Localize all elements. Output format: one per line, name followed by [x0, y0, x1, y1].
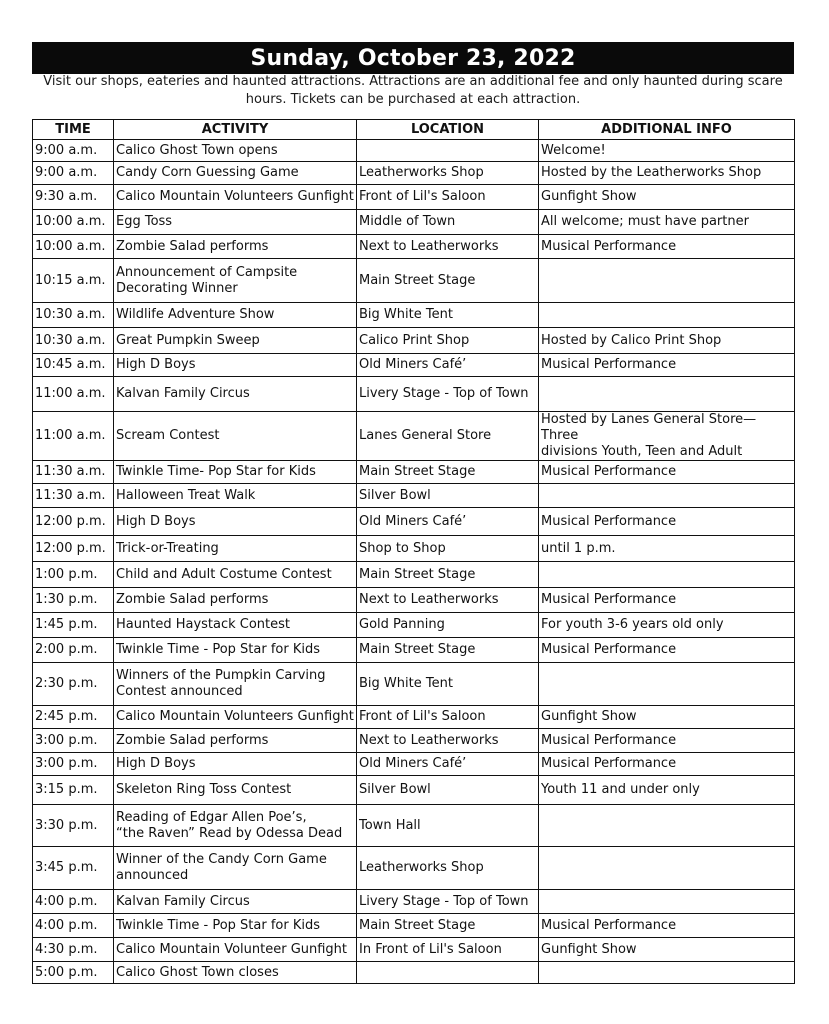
cell-info: Musical Performance: [539, 354, 795, 377]
cell-activity: Wildlife Adventure Show: [114, 303, 357, 328]
column-header-activity: ACTIVITY: [114, 120, 357, 140]
cell-time: 10:45 a.m.: [33, 354, 114, 377]
cell-info: Hosted by the Leatherworks Shop: [539, 162, 795, 185]
cell-activity: Calico Mountain Volunteer Gunfight: [114, 938, 357, 962]
cell-location: Next to Leatherworks: [357, 235, 539, 259]
cell-activity: Trick-or-Treating: [114, 536, 357, 562]
cell-time: 11:30 a.m.: [33, 484, 114, 508]
cell-info: All welcome; must have partner: [539, 210, 795, 235]
cell-activity: Calico Ghost Town opens: [114, 140, 357, 162]
cell-info: until 1 p.m.: [539, 536, 795, 562]
cell-activity: Child and Adult Costume Contest: [114, 562, 357, 588]
cell-location: Leatherworks Shop: [357, 847, 539, 890]
cell-info: Gunfight Show: [539, 938, 795, 962]
cell-activity: Twinkle Time- Pop Star for Kids: [114, 461, 357, 484]
cell-location: Main Street Stage: [357, 259, 539, 303]
cell-info: Musical Performance: [539, 753, 795, 776]
table-row: [33, 536, 795, 562]
cell-location: Shop to Shop: [357, 536, 539, 562]
cell-activity: Egg Toss: [114, 210, 357, 235]
cell-activity: Twinkle Time - Pop Star for Kids: [114, 914, 357, 938]
table-row: [33, 890, 795, 914]
cell-activity: High D Boys: [114, 753, 357, 776]
cell-info: [539, 890, 795, 914]
table-row: [33, 354, 795, 377]
cell-time: 5:00 p.m.: [33, 962, 114, 984]
cell-activity: Skeleton Ring Toss Contest: [114, 776, 357, 805]
cell-location: Leatherworks Shop: [357, 162, 539, 185]
column-header-info: ADDITIONAL INFO: [539, 120, 795, 140]
cell-time: 10:30 a.m.: [33, 328, 114, 354]
cell-location: Big White Tent: [357, 663, 539, 706]
cell-time: 12:00 p.m.: [33, 536, 114, 562]
intro-text: Visit our shops, eateries and haunted attractions. Attractions are an additional fee and only haunted during scare hours. Tickets can be purchased at each attraction.: [43, 74, 783, 107]
table-row: [33, 729, 795, 753]
cell-info: [539, 847, 795, 890]
cell-location: [357, 140, 539, 162]
cell-info: For youth 3-6 years old only: [539, 613, 795, 638]
table-row: [33, 259, 795, 303]
cell-time: 4:00 p.m.: [33, 890, 114, 914]
table-row: [33, 412, 795, 461]
cell-info: Musical Performance: [539, 914, 795, 938]
table-row: [33, 562, 795, 588]
cell-activity: Winner of the Candy Corn Game announced: [114, 847, 357, 890]
table-header-row: [33, 120, 795, 140]
table-row: [33, 508, 795, 536]
cell-location: Front of Lil's Saloon: [357, 185, 539, 210]
schedule-table: [32, 119, 795, 984]
cell-info: Musical Performance: [539, 588, 795, 613]
page-title: Sunday, October 23, 2022: [32, 42, 794, 74]
cell-time: 3:00 p.m.: [33, 729, 114, 753]
cell-location: Gold Panning: [357, 613, 539, 638]
cell-info: [539, 377, 795, 412]
table-row: [33, 663, 795, 706]
cell-time: 3:00 p.m.: [33, 753, 114, 776]
cell-activity: Calico Ghost Town closes: [114, 962, 357, 984]
cell-location: Main Street Stage: [357, 914, 539, 938]
cell-info: Hosted by Calico Print Shop: [539, 328, 795, 354]
table-row: [33, 185, 795, 210]
table-row: [33, 377, 795, 412]
cell-time: 10:30 a.m.: [33, 303, 114, 328]
cell-location: Livery Stage - Top of Town: [357, 890, 539, 914]
cell-location: Middle of Town: [357, 210, 539, 235]
cell-activity: High D Boys: [114, 354, 357, 377]
cell-time: 1:00 p.m.: [33, 562, 114, 588]
table-row: [33, 805, 795, 847]
cell-time: 9:00 a.m.: [33, 140, 114, 162]
cell-activity: Candy Corn Guessing Game: [114, 162, 357, 185]
table-row: [33, 140, 795, 162]
cell-info: [539, 259, 795, 303]
cell-info: Musical Performance: [539, 729, 795, 753]
cell-info: Musical Performance: [539, 235, 795, 259]
table-row: [33, 753, 795, 776]
table-row: [33, 162, 795, 185]
table-row: [33, 328, 795, 354]
table-row: [33, 914, 795, 938]
cell-time: 4:30 p.m.: [33, 938, 114, 962]
cell-location: Silver Bowl: [357, 484, 539, 508]
cell-activity: Calico Mountain Volunteers Gunfight: [114, 706, 357, 729]
cell-time: 4:00 p.m.: [33, 914, 114, 938]
cell-time: 10:15 a.m.: [33, 259, 114, 303]
cell-time: 3:15 p.m.: [33, 776, 114, 805]
cell-activity: Zombie Salad performs: [114, 729, 357, 753]
cell-location: Old Miners Café’: [357, 508, 539, 536]
cell-activity: Kalvan Family Circus: [114, 890, 357, 914]
cell-info: [539, 484, 795, 508]
cell-time: 2:45 p.m.: [33, 706, 114, 729]
table-row: [33, 776, 795, 805]
table-row: [33, 484, 795, 508]
cell-time: 12:00 p.m.: [33, 508, 114, 536]
cell-time: 1:30 p.m.: [33, 588, 114, 613]
table-row: [33, 706, 795, 729]
table-row: [33, 461, 795, 484]
cell-activity: Zombie Salad performs: [114, 235, 357, 259]
cell-activity: Haunted Haystack Contest: [114, 613, 357, 638]
cell-info: [539, 303, 795, 328]
cell-location: Calico Print Shop: [357, 328, 539, 354]
cell-activity: Great Pumpkin Sweep: [114, 328, 357, 354]
cell-time: 10:00 a.m.: [33, 235, 114, 259]
table-row: [33, 638, 795, 663]
cell-time: 3:30 p.m.: [33, 805, 114, 847]
cell-info: Gunfight Show: [539, 706, 795, 729]
cell-activity: Announcement of Campsite Decorating Winner: [114, 259, 357, 303]
table-row: [33, 962, 795, 984]
cell-location: Front of Lil's Saloon: [357, 706, 539, 729]
cell-location: Livery Stage - Top of Town: [357, 377, 539, 412]
cell-location: Main Street Stage: [357, 461, 539, 484]
cell-location: Old Miners Café’: [357, 753, 539, 776]
cell-location: Silver Bowl: [357, 776, 539, 805]
cell-info: Gunfight Show: [539, 185, 795, 210]
table-row: [33, 847, 795, 890]
cell-info: Youth 11 and under only: [539, 776, 795, 805]
cell-activity: High D Boys: [114, 508, 357, 536]
cell-activity: Scream Contest: [114, 412, 357, 461]
column-header-location: LOCATION: [357, 120, 539, 140]
cell-activity: Kalvan Family Circus: [114, 377, 357, 412]
cell-location: In Front of Lil's Saloon: [357, 938, 539, 962]
cell-info: Musical Performance: [539, 461, 795, 484]
cell-time: 2:00 p.m.: [33, 638, 114, 663]
cell-location: Next to Leatherworks: [357, 729, 539, 753]
cell-time: 9:30 a.m.: [33, 185, 114, 210]
cell-info: Musical Performance: [539, 638, 795, 663]
cell-info: Musical Performance: [539, 508, 795, 536]
cell-time: 1:45 p.m.: [33, 613, 114, 638]
cell-info: [539, 562, 795, 588]
cell-location: Town Hall: [357, 805, 539, 847]
cell-location: Old Miners Café’: [357, 354, 539, 377]
cell-info: Welcome!: [539, 140, 795, 162]
cell-info: [539, 962, 795, 984]
cell-info: [539, 663, 795, 706]
cell-info: Hosted by Lanes General Store—Three divisions Youth, Teen and Adult: [539, 412, 795, 461]
cell-location: Main Street Stage: [357, 562, 539, 588]
cell-activity: Winners of the Pumpkin Carving Contest announced: [114, 663, 357, 706]
table-row: [33, 303, 795, 328]
table-row: [33, 210, 795, 235]
cell-time: 2:30 p.m.: [33, 663, 114, 706]
cell-time: 9:00 a.m.: [33, 162, 114, 185]
cell-activity: Zombie Salad performs: [114, 588, 357, 613]
cell-time: 11:00 a.m.: [33, 377, 114, 412]
cell-location: Big White Tent: [357, 303, 539, 328]
table-row: [33, 938, 795, 962]
cell-info: [539, 805, 795, 847]
cell-time: 11:00 a.m.: [33, 412, 114, 461]
table-row: [33, 613, 795, 638]
cell-activity: Halloween Treat Walk: [114, 484, 357, 508]
cell-location: [357, 962, 539, 984]
table-row: [33, 235, 795, 259]
cell-activity: Calico Mountain Volunteers Gunfight: [114, 185, 357, 210]
cell-time: 11:30 a.m.: [33, 461, 114, 484]
table-row: [33, 588, 795, 613]
column-header-time: TIME: [33, 120, 114, 140]
cell-location: Lanes General Store: [357, 412, 539, 461]
cell-location: Next to Leatherworks: [357, 588, 539, 613]
cell-activity: Reading of Edgar Allen Poe’s, “the Raven” Read by Odessa Dead: [114, 805, 357, 847]
cell-time: 10:00 a.m.: [33, 210, 114, 235]
cell-time: 3:45 p.m.: [33, 847, 114, 890]
cell-location: Main Street Stage: [357, 638, 539, 663]
cell-activity: Twinkle Time - Pop Star for Kids: [114, 638, 357, 663]
